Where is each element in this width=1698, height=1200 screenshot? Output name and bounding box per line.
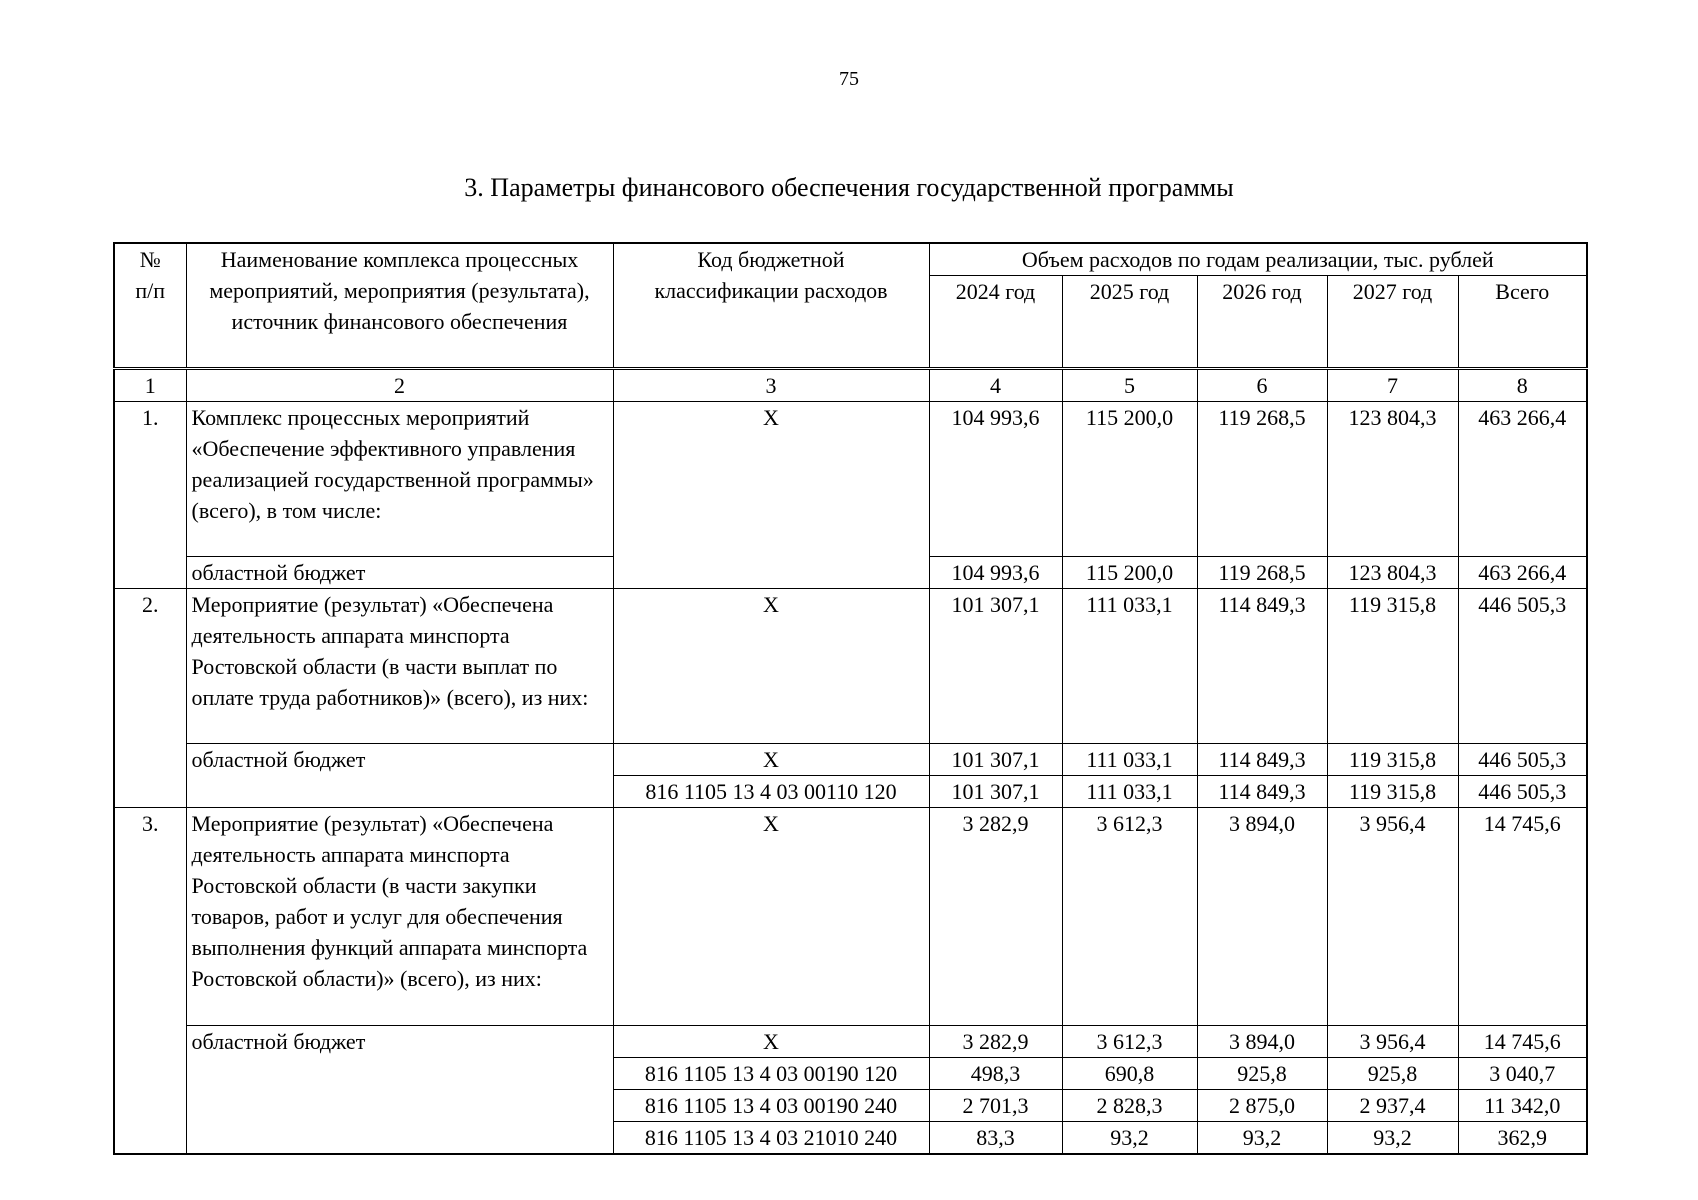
header-2027: 2027 год: [1327, 276, 1458, 369]
value-2027: 2 937,4: [1327, 1090, 1458, 1122]
value-total: 446 505,3: [1458, 589, 1587, 744]
row-name: Мероприятие (результат) «Обеспечена деятельность аппарата минспорта Ростовской области (в части выплат по оплате труда работников)» (всего), из них:: [186, 589, 613, 744]
value-2027: 119 315,8: [1327, 589, 1458, 744]
header-2026: 2026 год: [1197, 276, 1327, 369]
value-2024: 498,3: [929, 1058, 1062, 1090]
header-volume: Объем расходов по годам реализации, тыс. рублей: [929, 243, 1587, 276]
row-name: Комплекс процессных мероприятий «Обеспечение эффективного управления реализацией государственной программы» (всего), в том числе:: [186, 402, 613, 557]
col-index: 4: [929, 369, 1062, 402]
row-code: 816 1105 13 4 03 00110 120: [613, 776, 929, 808]
value-2024: 104 993,6: [929, 557, 1062, 589]
value-2026: 119 268,5: [1197, 402, 1327, 557]
row-code: X: [613, 589, 929, 744]
page-number: 75: [839, 68, 859, 90]
value-2026: 93,2: [1197, 1122, 1327, 1155]
row-code: 816 1105 13 4 03 00190 120: [613, 1058, 929, 1090]
row-number: 1.: [114, 402, 186, 589]
value-2026: 114 849,3: [1197, 776, 1327, 808]
col-index: 7: [1327, 369, 1458, 402]
col-index: 5: [1062, 369, 1197, 402]
value-2025: 3 612,3: [1062, 808, 1197, 1026]
table-row: [114, 808, 1587, 1026]
value-2024: 104 993,6: [929, 402, 1062, 557]
value-2027: 119 315,8: [1327, 776, 1458, 808]
value-2024: 2 701,3: [929, 1090, 1062, 1122]
row-number: 2.: [114, 589, 186, 808]
table-row: [114, 744, 1587, 776]
value-total: 3 040,7: [1458, 1058, 1587, 1090]
value-2026: 2 875,0: [1197, 1090, 1327, 1122]
col-index: 8: [1458, 369, 1587, 402]
value-2024: 3 282,9: [929, 808, 1062, 1026]
row-name: областной бюджет: [186, 1026, 613, 1155]
value-2024: 101 307,1: [929, 744, 1062, 776]
row-code: X: [613, 402, 929, 589]
value-2025: 3 612,3: [1062, 1026, 1197, 1058]
value-2025: 93,2: [1062, 1122, 1197, 1155]
header-2024: 2024 год: [929, 276, 1062, 369]
header-total: Всего: [1458, 276, 1587, 369]
value-total: 11 342,0: [1458, 1090, 1587, 1122]
value-2026: 3 894,0: [1197, 1026, 1327, 1058]
value-2027: 925,8: [1327, 1058, 1458, 1090]
value-2025: 2 828,3: [1062, 1090, 1197, 1122]
value-total: 446 505,3: [1458, 776, 1587, 808]
table-row: [114, 589, 1587, 744]
page-title: 3. Параметры финансового обеспечения государственной программы: [464, 173, 1234, 202]
value-2024: 83,3: [929, 1122, 1062, 1155]
value-2024: 3 282,9: [929, 1026, 1062, 1058]
row-name: областной бюджет: [186, 557, 613, 589]
value-2026: 119 268,5: [1197, 557, 1327, 589]
value-2027: 3 956,4: [1327, 1026, 1458, 1058]
column-index-row: [114, 369, 1587, 402]
value-2027: 123 804,3: [1327, 557, 1458, 589]
row-code: X: [613, 1026, 929, 1058]
value-2027: 119 315,8: [1327, 744, 1458, 776]
table-row: [114, 1026, 1587, 1058]
row-name: областной бюджет: [186, 744, 613, 808]
header-row: [114, 243, 1587, 276]
row-code: 816 1105 13 4 03 21010 240: [613, 1122, 929, 1155]
value-2025: 115 200,0: [1062, 557, 1197, 589]
col-index: 2: [186, 369, 613, 402]
value-2026: 114 849,3: [1197, 744, 1327, 776]
row-name: Мероприятие (результат) «Обеспечена деятельность аппарата минспорта Ростовской области (в части закупки товаров, работ и услуг для обеспечения выполнения функций аппарата минспорта Ростовской области)» (всего), из них:: [186, 808, 613, 1026]
value-2025: 111 033,1: [1062, 776, 1197, 808]
value-2026: 114 849,3: [1197, 589, 1327, 744]
value-2026: 3 894,0: [1197, 808, 1327, 1026]
value-total: 446 505,3: [1458, 744, 1587, 776]
value-2027: 123 804,3: [1327, 402, 1458, 557]
value-2026: 925,8: [1197, 1058, 1327, 1090]
row-code: X: [613, 744, 929, 776]
financing-table: [113, 242, 1588, 1155]
value-2025: 111 033,1: [1062, 744, 1197, 776]
col-index: 6: [1197, 369, 1327, 402]
col-index: 1: [114, 369, 186, 402]
value-total: 463 266,4: [1458, 402, 1587, 557]
header-2025: 2025 год: [1062, 276, 1197, 369]
value-2024: 101 307,1: [929, 776, 1062, 808]
value-2027: 93,2: [1327, 1122, 1458, 1155]
header-code: Код бюджетной классификации расходов: [613, 243, 929, 369]
value-total: 14 745,6: [1458, 1026, 1587, 1058]
row-code: X: [613, 808, 929, 1026]
col-index: 3: [613, 369, 929, 402]
value-total: 14 745,6: [1458, 808, 1587, 1026]
value-2024: 101 307,1: [929, 589, 1062, 744]
row-number: 3.: [114, 808, 186, 1155]
value-2025: 690,8: [1062, 1058, 1197, 1090]
value-2027: 3 956,4: [1327, 808, 1458, 1026]
value-2025: 115 200,0: [1062, 402, 1197, 557]
value-2025: 111 033,1: [1062, 589, 1197, 744]
value-total: 362,9: [1458, 1122, 1587, 1155]
header-num: № п/п: [114, 243, 186, 369]
value-total: 463 266,4: [1458, 557, 1587, 589]
header-name: Наименование комплекса процессных мероприятий, мероприятия (результата), источник финансового обеспечения: [186, 243, 613, 369]
row-code: 816 1105 13 4 03 00190 240: [613, 1090, 929, 1122]
table-row: [114, 402, 1587, 557]
